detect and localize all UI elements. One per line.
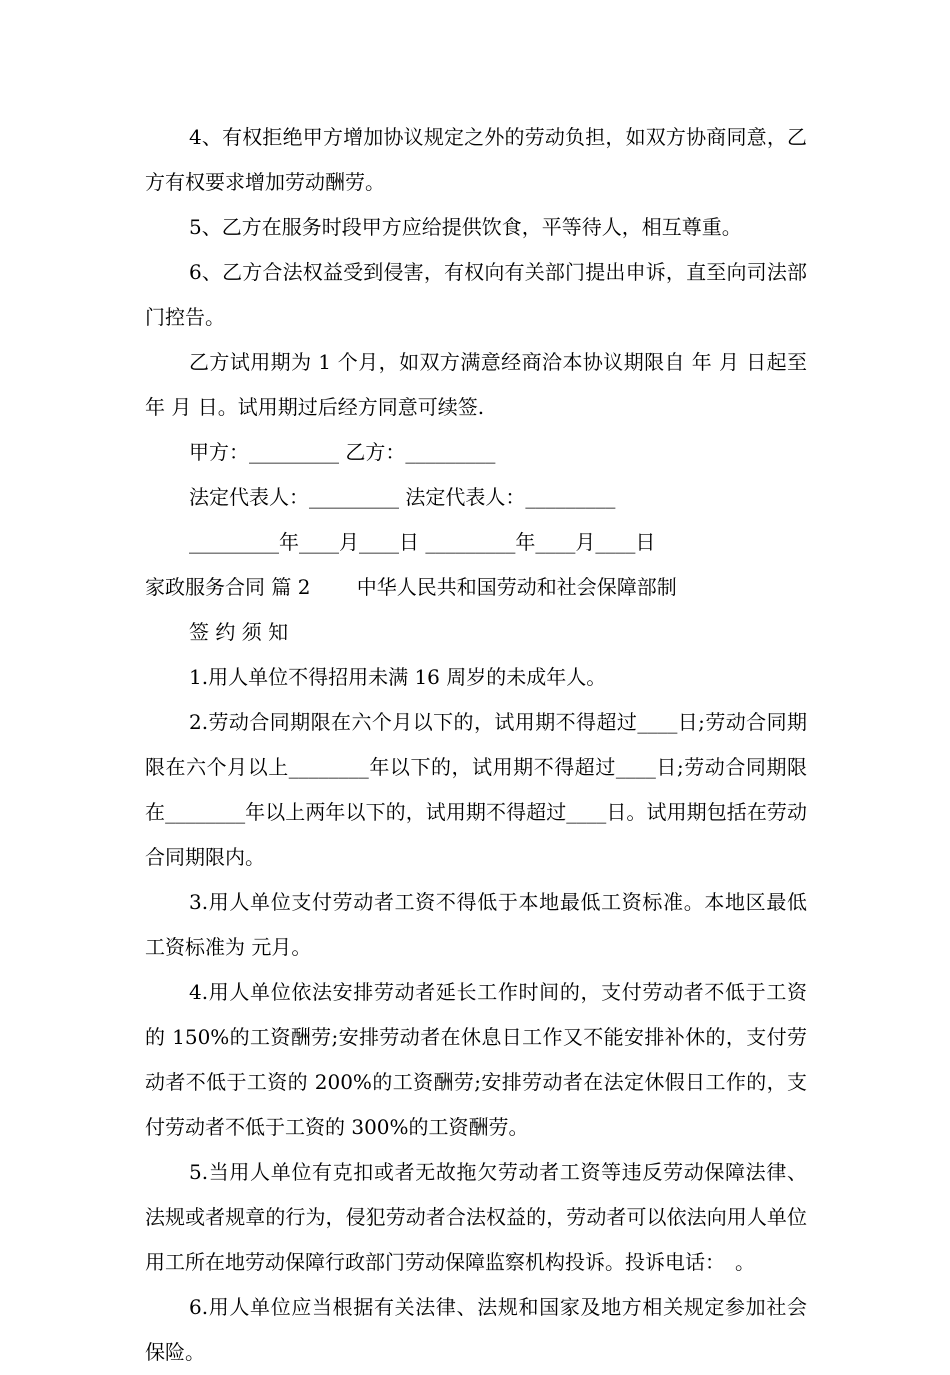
notice-item-6: 6.用人单位应当根据有关法律、法规和国家及地方相关规定参加社会保险。 [145,1295,807,1364]
signing-notice-title: 签 约 须 知 [189,620,289,644]
representative-signature-line: 法定代表人：_________ 法定代表人：_________ [189,485,616,509]
document-body [145,115,814,1375]
notice-item-2: 2.劳动合同期限在六个月以下的，试用期不得超过____日;劳动合同期限在六个月以上________年以下的，试用期不得超过____日;劳动合同期限在________年以上两年以下的，试用期不得超过____日。试用期包括在劳动合同期限内。 [145,710,807,869]
party-signature-line: 甲方：_________ 乙方：_________ [189,440,496,464]
notice-item-5: 5.当用人单位有克扣或者无故拖欠劳动者工资等违反劳动保障法律、法规或者规章的行为，侵犯劳动者合法权益的，劳动者可以依法向用人单位用工所在地劳动保障行政部门劳动保障监察机构投诉。投诉电话： 。 [145,1160,807,1274]
clause-item-6: 6、乙方合法权益受到侵害，有权向有关部门提出申诉，直至向司法部门控告。 [145,260,807,329]
clause-item-5: 5、乙方在服务时段甲方应给提供饮食，平等待人，相互尊重。 [189,215,742,239]
notice-item-4: 4.用人单位依法安排劳动者延长工作时间的，支付劳动者不低于工资的 150%的工资酬劳;安排劳动者在休息日工作又不能安排补休的，支付劳动者不低于工资的 200%的工资酬劳;安排劳动者在法定休假日工作的，支付劳动者不低于工资的 300%的工资酬劳。 [145,980,807,1139]
probation-clause: 乙方试用期为 1 个月，如双方满意经商洽本协议期限自 年 月 日起至 年 月 日。试用期过后经方同意可续签. [145,350,814,419]
date-signature-line: _________年____月____日 _________年____月____日 [189,530,656,554]
clause-item-4: 4、有权拒绝甲方增加协议规定之外的劳动负担，如双方协商同意，乙方有权要求增加劳动酬劳。 [145,125,807,194]
notice-item-3: 3.用人单位支付劳动者工资不得低于本地最低工资标准。本地区最低工资标准为 元月。 [145,890,807,959]
notice-item-1: 1.用人单位不得招用未满 16 周岁的未成年人。 [189,665,607,689]
contract-2-heading: 家政服务合同 篇 2 中华人民共和国劳动和社会保障部制 [145,575,677,599]
